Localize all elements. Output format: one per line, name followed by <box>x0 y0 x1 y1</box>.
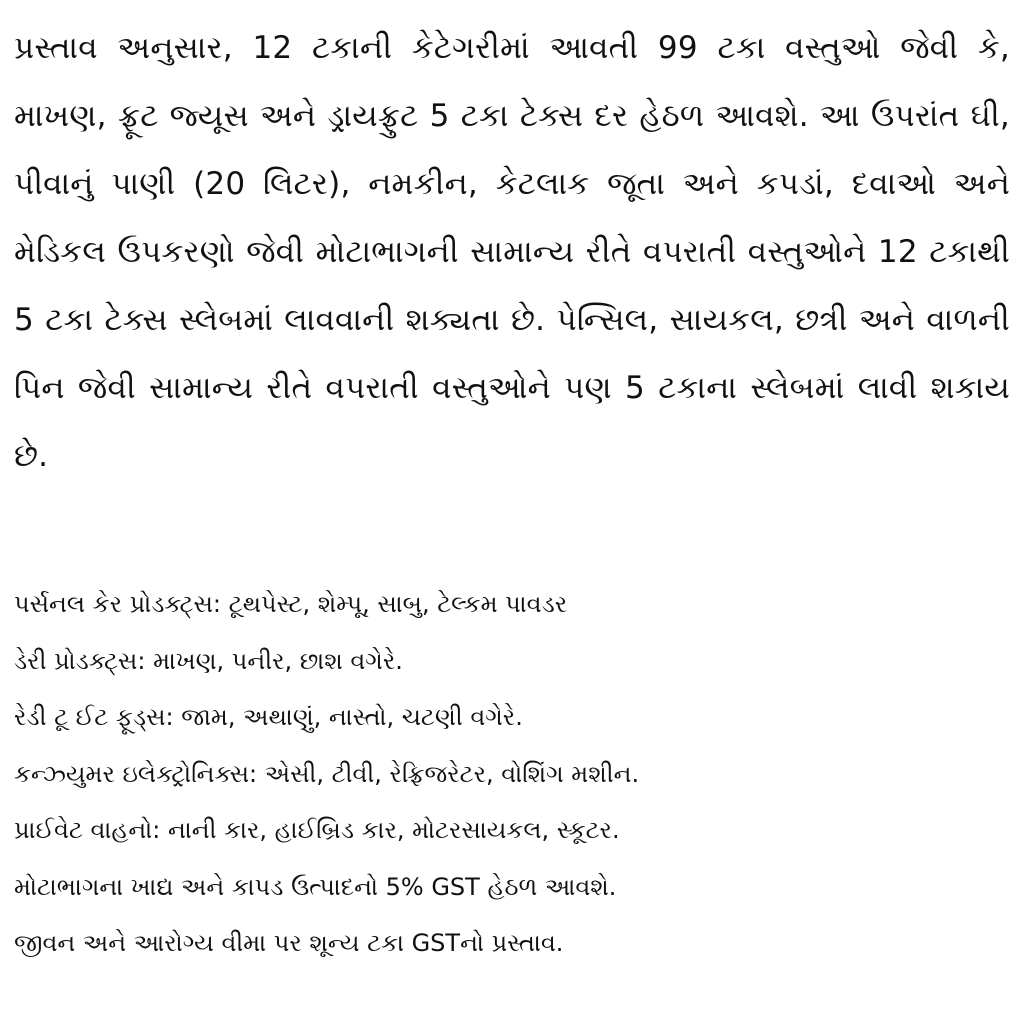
list-item: ડેરી પ્રોડક્ટ્સ: માખણ, પનીર, છાશ વગેરે. <box>14 646 403 675</box>
list-item: પર્સનલ કેર પ્રોડક્ટ્સ: ટૂથપેસ્ટ, શેમ્પૂ, સાબુ, ટેલ્કમ પાવડર <box>14 590 568 618</box>
list-item: મોટાભાગના ખાદ્ય અને કાપડ ઉત્પાદનો 5% GST હેઠળ આવશે. <box>14 872 617 901</box>
list-item: પ્રાઈવેટ વાહનો: નાની કાર, હાઈબ્રિડ કાર, મોટરસાયકલ, સ્કૂટર. <box>14 816 620 844</box>
highlights-list <box>14 576 1010 972</box>
article <box>14 14 1010 957</box>
list-item: કન્ઝ્યુમર ઇલેક્ટ્રોનિક્સ: એસી, ટીવી, રેફ્રિજરેટર, વોશિંગ મશીન. <box>14 759 640 788</box>
list-item: જીવન અને આરોગ્ય વીમા પર શૂન્ય ટકા GSTનો પ્રસ્તાવ. <box>14 929 564 957</box>
main-paragraph: પ્રસ્તાવ અનુસાર, 12 ટકાની કેટેગરીમાં આવતી 99 ટકા વસ્તુઓ જેવી કે, માખણ, ફ્રૂટ જ્યૂસ અને ડ્રાયફ્રુટ 5 ટકા ટેક્સ દર હેઠળ આવશે. આ ઉપરાંત ઘી, પીવાનું પાણી (20 લિટર), નમકીન, કેટલાક જૂતા અને કપડાં, દવાઓ અને મેડિકલ ઉપકરણો જેવી મોટાભાગની સામાન્ય રીતે વપરાતી વસ્તુઓને 12 ટકાથી 5 ટકા ટેક્સ સ્લેબમાં લાવવાની શક્યતા છે. પેન્સિલ, સાયકલ, છત્રી અને વાળની પિન જેવી સામાન્ય રીતે વપરાતી વસ્તુઓને પણ 5 ટકાના સ્લેબમાં લાવી શકાય છે. <box>14 30 1010 474</box>
list-item: રેડી ટૂ ઈટ ફૂડ્સ: જામ, અથાણું, નાસ્તો, ચટણી વગેરે. <box>14 703 523 731</box>
